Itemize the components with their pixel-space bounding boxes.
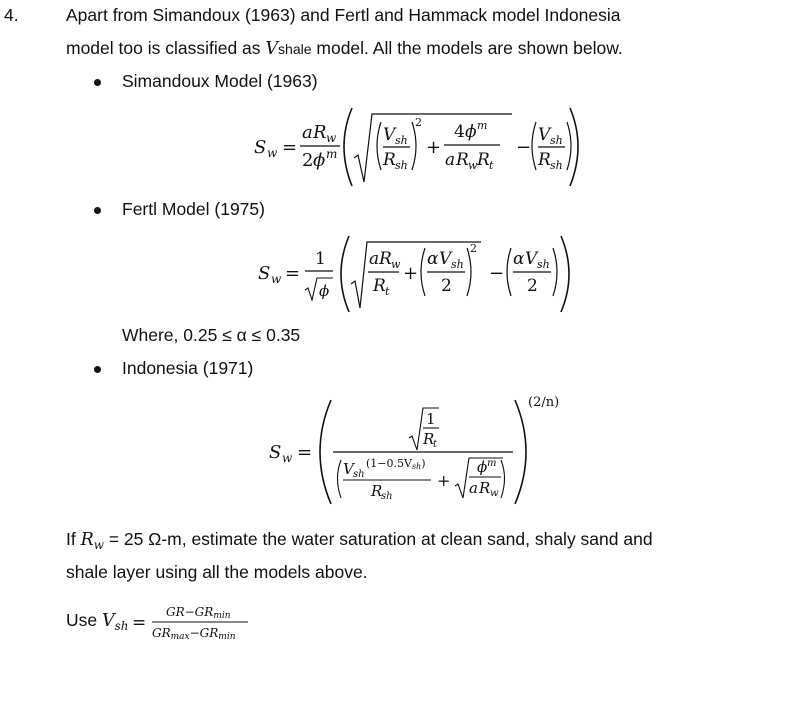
- sw-symbol: S: [258, 263, 271, 284]
- v-symbol: V: [343, 460, 354, 478]
- open-paren: [377, 122, 381, 170]
- two-digit: 2: [527, 276, 538, 296]
- denominator: GRmax−GRmin: [152, 626, 236, 642]
- sh-subscript: sh: [395, 134, 408, 147]
- indonesia-exponent: (1−0.5Vsh): [366, 457, 426, 471]
- indonesia-equation: [255, 388, 575, 510]
- phi-symbol: ϕ: [465, 122, 477, 142]
- close-paren: [567, 122, 571, 170]
- sh-subscript: sh: [353, 469, 365, 480]
- open-paren: [338, 460, 342, 498]
- w-subscript: w: [490, 488, 499, 499]
- open-paren: [507, 248, 511, 296]
- sh-subscript: sh: [381, 491, 393, 502]
- v-symbol: V: [538, 125, 551, 145]
- m-superscript: m: [477, 119, 488, 132]
- bullet-icon: [94, 79, 101, 86]
- sw-subscript: w: [282, 451, 293, 465]
- sh-subscript: sh: [550, 159, 563, 172]
- question-number: 4.: [4, 5, 19, 25]
- plus-sign: +: [437, 471, 451, 490]
- equals-sign: =: [297, 442, 313, 463]
- simandoux-equation: [240, 100, 600, 192]
- plus-sign: +: [426, 137, 442, 158]
- close-paren: [561, 236, 569, 312]
- r-symbol: R: [373, 276, 386, 296]
- vsh-formula: [130, 598, 270, 648]
- close-paren: [553, 248, 557, 296]
- a-symbol: a: [302, 122, 313, 143]
- phi-symbol: ϕ: [319, 282, 330, 300]
- alpha-symbol: α: [427, 249, 439, 269]
- phi-symbol: ϕ: [477, 458, 488, 476]
- task-line-2: shale layer using all the models above.: [66, 562, 368, 582]
- fertl-equation: [245, 228, 585, 320]
- r-symbol: R: [313, 122, 327, 143]
- sw-symbol: S: [269, 442, 282, 463]
- t-subscript: t: [489, 159, 494, 172]
- minus-sign: −: [516, 137, 532, 158]
- alpha-symbol: α: [513, 249, 525, 269]
- open-paren: [344, 108, 352, 186]
- r-symbol: R: [379, 249, 392, 269]
- one-digit: 1: [315, 249, 326, 269]
- equals-sign: =: [285, 263, 301, 284]
- open-paren: [421, 248, 425, 296]
- two-digit: 2: [441, 276, 452, 296]
- close-paren: [412, 122, 416, 170]
- one-digit: 1: [426, 410, 436, 428]
- w-subscript: w: [391, 258, 401, 271]
- close-paren: [501, 460, 505, 498]
- vsh-use-label: Use $V_{sh}$: [66, 610, 129, 634]
- a-symbol: a: [445, 150, 456, 170]
- open-paren: [532, 122, 536, 170]
- t-subscript: t: [385, 285, 390, 298]
- w-subscript: w: [326, 131, 337, 145]
- simandoux-label: Simandoux Model (1963): [122, 71, 318, 91]
- square-superscript: 2: [470, 242, 477, 255]
- r-symbol: R: [371, 482, 383, 500]
- equals-sign: =: [132, 613, 147, 633]
- sw-subscript: w: [267, 146, 278, 160]
- two-digit: 2: [302, 150, 314, 171]
- task-line-1: If $R_w = 25$ Ω-m, estimate the water saturation at clean sand, shaly sand and: [66, 529, 653, 553]
- intro-line-2: model too is classified as Vshale model. All the models are shown below.: [66, 38, 623, 59]
- sh-subscript: sh: [451, 258, 464, 271]
- v-symbol: V: [383, 125, 396, 145]
- close-paren: [467, 248, 471, 296]
- minus-sign: −: [489, 263, 505, 284]
- sw-subscript: w: [271, 272, 282, 286]
- bullet-icon: [94, 207, 101, 214]
- sw-symbol: S: [254, 137, 267, 158]
- t-subscript: t: [433, 439, 438, 450]
- r-symbol: R: [479, 479, 491, 497]
- open-paren: [341, 236, 349, 312]
- phi-symbol: ϕ: [313, 150, 326, 171]
- a-symbol: a: [369, 249, 380, 269]
- m-superscript: m: [487, 458, 497, 469]
- alpha-range: Where, 0.25 ≤ α ≤ 0.35: [122, 325, 301, 345]
- fertl-label: Fertl Model (1975): [122, 199, 265, 219]
- r-symbol: R: [383, 150, 396, 170]
- m-superscript: m: [326, 147, 338, 161]
- indonesia-label: Indonesia (1971): [122, 358, 254, 378]
- bullet-icon: [94, 366, 101, 373]
- r-symbol: R: [456, 150, 469, 170]
- sh-subscript: sh: [550, 134, 563, 147]
- v-symbol: V: [439, 249, 452, 269]
- intro-line-1: Apart from Simandoux (1963) and Fertl and Hammack model Indonesia: [66, 5, 621, 25]
- outer-exponent: (2/n): [528, 395, 560, 410]
- plus-sign: +: [403, 263, 419, 284]
- equals-sign: =: [282, 137, 298, 158]
- sh-subscript: sh: [395, 159, 408, 172]
- numerator: GR−GRmin: [166, 605, 231, 621]
- four-digit: 4: [454, 122, 465, 142]
- a-symbol: a: [469, 479, 478, 497]
- v-symbol: V: [525, 249, 538, 269]
- r-symbol: R: [477, 150, 490, 170]
- open-paren: [320, 400, 331, 504]
- w-subscript: w: [468, 159, 478, 172]
- close-paren: [515, 400, 526, 504]
- r-symbol: R: [538, 150, 551, 170]
- sh-subscript: sh: [537, 258, 550, 271]
- square-superscript: 2: [415, 116, 422, 129]
- r-symbol: R: [423, 430, 435, 448]
